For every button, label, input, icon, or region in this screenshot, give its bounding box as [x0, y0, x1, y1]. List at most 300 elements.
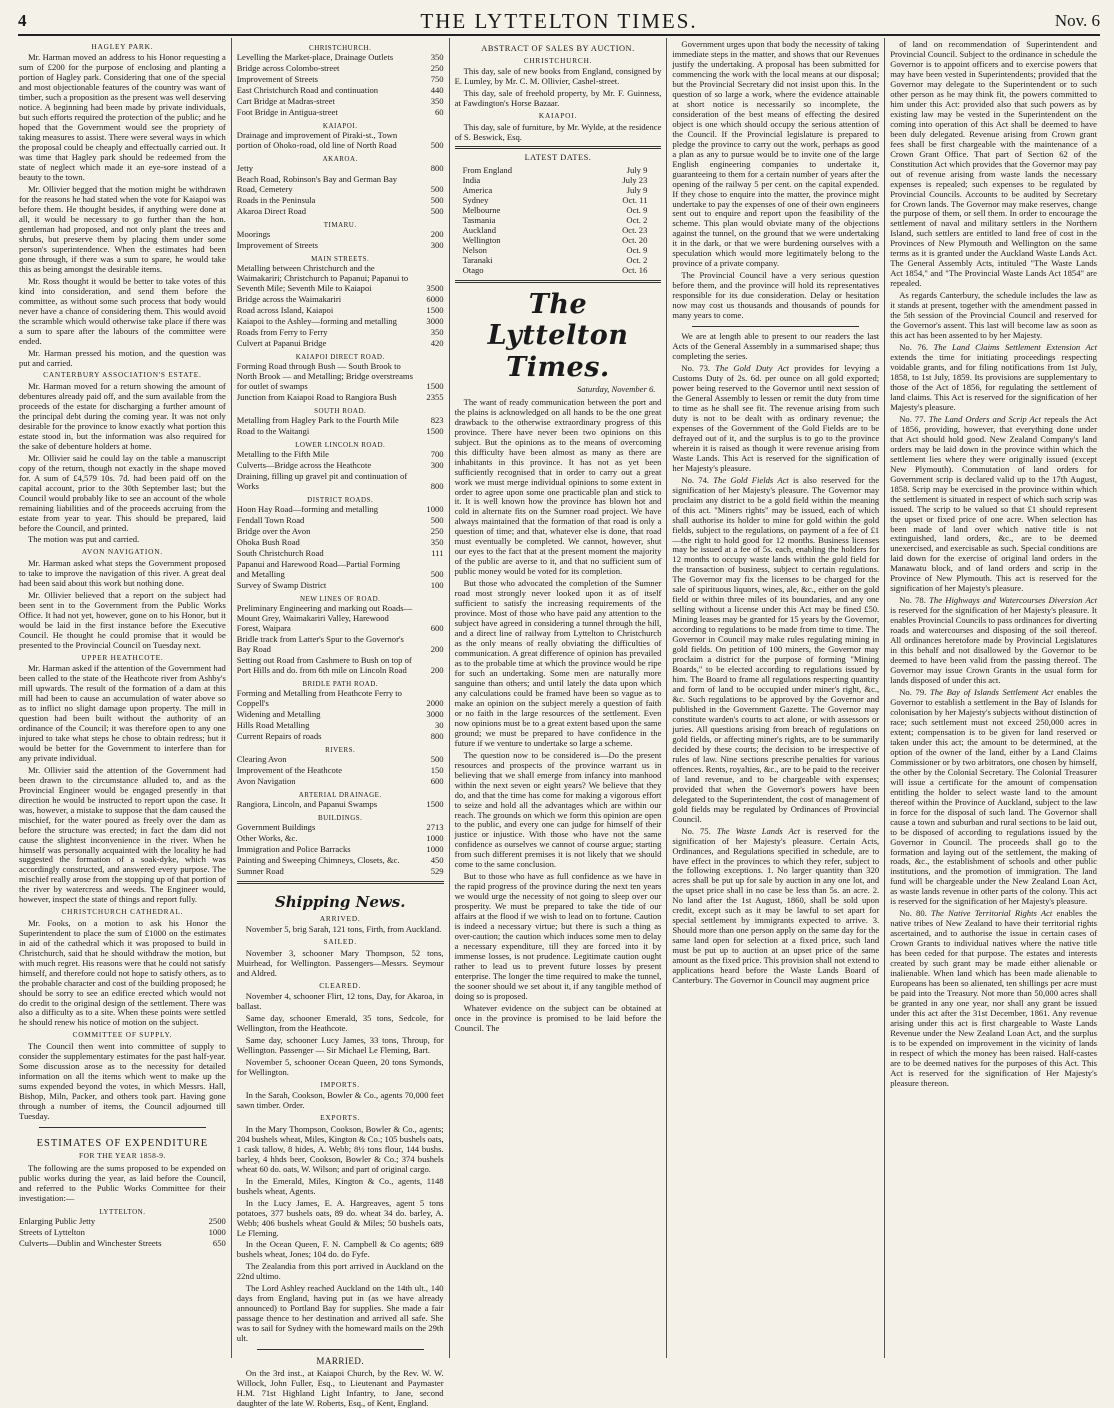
- paragraph: Same day, schooner Lucy James, 33 tons, Throup, for Wellington. Passenger — Sir Michael Le Fleming, Bart.: [236, 1035, 444, 1056]
- paragraph: This day, sale of freehold property, by Mr. F. Guinness, at Fawdington's Horse Bazaar.: [454, 88, 662, 109]
- estimate-item: [237, 800, 444, 810]
- estimate-item: [237, 131, 444, 151]
- item-label: Roads in the Peninsula: [236, 194, 316, 205]
- date-value: Oct. 11: [622, 195, 648, 206]
- category-heading: MAIN STREETS.: [311, 254, 370, 263]
- item-label: Ohoka Bush Road: [236, 536, 300, 547]
- item-label: Government Buildings: [236, 821, 316, 832]
- act-name: The Highways and Watercourses Diversion Act: [929, 595, 1097, 606]
- estimate-item: [19, 1228, 226, 1238]
- section-heading: COMMITTEE OF SUPPLY.: [72, 1030, 173, 1040]
- date-value: July 9: [626, 165, 648, 176]
- estimate-item: [237, 538, 444, 548]
- estimate-item: [237, 472, 444, 492]
- date-place: From England: [462, 165, 513, 176]
- item-label: Avon Navigation: [236, 775, 296, 786]
- act-name: The Gold Fields Act: [713, 474, 789, 485]
- item-label: Metalling to the Fifth Mile: [236, 448, 329, 459]
- estimate-item: [237, 527, 444, 537]
- item-label: Moorings: [236, 229, 271, 240]
- act-number: No. 77.: [899, 413, 926, 424]
- item-label: Culverts—Bridge across the Heathcote: [236, 459, 372, 470]
- estimate-item: [237, 416, 444, 426]
- estimate-item: [237, 362, 444, 392]
- item-label: Painting and Sweeping Chimneys, Closets, &c.: [236, 854, 400, 865]
- date-value: Oct. 23: [622, 225, 648, 236]
- item-label: Bridge across the Waimakariri: [236, 293, 342, 304]
- estimate-item: [237, 450, 444, 460]
- estimate-item: [237, 164, 444, 174]
- divider: [455, 280, 662, 283]
- item-label: Forming and Metalling from Heathcote Ferry to Coppell's: [236, 687, 402, 708]
- item-amount: 350: [430, 326, 444, 337]
- act-summary: [890, 415, 1097, 594]
- act-text: enables the native tribes of New Zealand to have their territorial rights ascertained, and to authorise the issue in certain cases of Crown Grants to individual natives where the native title has been ceded for that purpose. The estates and interests created by such grant may be made either alienable or inalienable. When land which has been made alienable to Europeans has been so alienated, ten shillings per acre must be paid into the Treasury. Not more than 50,000 acres shall be granted in any one year, nor shall any grant be issued under this act after the 31st December, 1861. Any revenue arising under this act is first chargeable to Waste Lands Revenue under the New Zealand Loan Act, and the surplus is to be expended on improvement in the vicinity of lands in respect of which the money has been raised. Half-castes are to be deemed natives for the purposes of this Act. This Act is reserved for the signification of Her Majesty's pleasure thereon.: [890, 908, 1097, 1088]
- item-label: Bridge over the Avon: [236, 525, 311, 536]
- act-name: The Bay of Islands Settlement Act: [929, 687, 1054, 697]
- item-amount: 250: [430, 63, 444, 74]
- item-label: Forming Road through Bush — South Brook to North Brook — and Metalling; Bridge overstreams for outlet of swamps: [236, 360, 413, 391]
- act-summary: [672, 476, 879, 825]
- date-place: Melbourne: [462, 205, 501, 216]
- latest-dates-list: [455, 166, 662, 276]
- paragraph: Mr. Ollivier begged that the motion might be withdrawn for the reasons he had stated when the vote for Kaiapoi was before them. He thought besides, if anything were done at all, it would be necessary to go further than the hon. gentleman had proposed, and not only plant the trees and shrubs, but preserve them by placing them under some person's superintendence. When the estimates had been gone through, if there was a sum to spare, he would take this as being amongst the desirable items.: [19, 184, 226, 274]
- item-amount: 1000: [208, 1227, 226, 1238]
- item-amount: 1500: [426, 304, 444, 315]
- item-amount: 100: [430, 579, 444, 590]
- category-heading: DISTRICT ROADS.: [307, 495, 374, 504]
- section-heading: SAILED.: [323, 937, 357, 947]
- page-number: 4: [18, 11, 27, 30]
- category-heading: NEW LINES OF ROAD.: [299, 594, 381, 603]
- item-amount: 450: [430, 854, 444, 865]
- item-amount: 500: [430, 753, 444, 764]
- category-heading: RIVERS.: [325, 745, 356, 754]
- estimates-subheading: FOR THE YEAR 1858-9.: [79, 1150, 166, 1160]
- date-place: America: [462, 185, 493, 196]
- act-text: is reserved for the signification of her Majesty's pleasure. Certain Acts, Ordinances, and Regulations specified in schedule, are to have effect in the provinces to which they refer, subject to the following exceptions. 1. No larger quantity than 320 acres shall be put up for sale by auction in any one lot, and the upset price shall in no case be less than 5s. an acre. 2. No land after the 1st August, 1860, shall be sold upon credit, except such as it may be lawful to set apart for special settlement by immigrants expected to arrive. 3. Should more than one person apply on the same day for the same land open for selection at a fixed price, such land must be put up to auction at an upset price of the same amount as the fixed price. This provision shall not extend to applications heard before the Waste Lands Board of Canterbury. The Governor in Council may augment price: [672, 825, 880, 986]
- paragraph: Mr. Harman pressed his motion, and the question was put and carried.: [19, 347, 226, 368]
- date-place: Auckland: [462, 225, 497, 236]
- item-label: Road across Island, Kaiapoi: [236, 304, 334, 315]
- estimate-item: [237, 393, 444, 403]
- act-number: No. 73.: [681, 363, 711, 374]
- newspaper-title: THE LYTTELTON TIMES.: [420, 8, 698, 33]
- item-label: Papanui and Harewood Road—Partial Forming and Metalling: [236, 558, 401, 579]
- paragraph: This day, sale of furniture, by Mr. Wylde, at the residence of S. Beswick, Esq.: [454, 121, 662, 142]
- estimate-item: [237, 856, 444, 866]
- act-text: repeals the Act of 1856, providing, however, that everything done under that Act should hold good. New Zealand Company's land orders may be laid down in the province within which the settlement lies where they were originally issued (except New Plymouth). Commutation of land orders for Government scrip is declared valid up to the 17th August, 1858. Scrip may be exercised in the province within which the settlement is situated in respect of which such scrip was issued. The scrip to be valued so that £1 should represent the upset or fixed price of one acre. When selection has been made of land over which native title is not extinguished, land orders, &c., are to be deemed unexercised, and exercisable as such. Special conditions are laid down for the exercise of original land orders in the Manawatu block, and of land orders and scrip in the Province of New Plymouth. This act is reserved for the signification of her Majesty's pleasure.: [890, 413, 1097, 594]
- column-5: [885, 38, 1102, 1358]
- item-label: Setting out Road from Cashmere to Bush on top of Port Hills and do. from 6th mile on Lincoln Road: [236, 654, 412, 675]
- item-label: Widening and Metalling: [236, 708, 321, 719]
- item-label: Culverts—Dublin and Winchester Streets: [19, 1238, 162, 1249]
- hagley-park-report: [19, 53, 226, 368]
- paragraph: But those who advocated the completion of the Sumner road most strongly never looked upon it as of itself sufficient to satisfy the increasing requirements of the province. Most of those who have paid any attention to the subject have agreed in considering a tunnel through the hill, and a direct line of railway from Lyttelton to Christchurch as the only means of really obviating the difficulties of communication. A great difference of opinion has prevailed as to the probable time at which the province would be ripe for such an undertaking. Some men are naturally more sanguine than others; and until lately the data upon which any calculations could be framed have been so vague as to make an opinion on the subject merely a question of faith or no faith in the large resources of the settlement. Even now opinions must be to a great extent based upon the same ground; we must be prepared to have confidence in the future if we venture to undertake so large a scheme.: [454, 578, 662, 748]
- paragraph: On the 3rd inst., at Kaiapoi Church, by the Rev. W. W. Willock, John Fuller, Esq., to Lieutenant and Paymaster H.M. 71st Highland Light Infantry, to Jane, second daughter of the late W. Roberts, Esq., of Kent, England.: [236, 1367, 444, 1408]
- item-label: Junction from Kaiapoi Road to Rangiora Bush: [236, 391, 397, 402]
- editorial-masthead: The Lyttelton Times.: [487, 288, 629, 383]
- act-summary: [890, 343, 1097, 413]
- item-amount: 2000: [426, 697, 444, 708]
- section-heading: IMPORTS.: [320, 1079, 360, 1089]
- item-label: Foot Bridge in Antigua-street: [236, 106, 338, 117]
- item-label: Streets of Lyttelton: [19, 1227, 85, 1238]
- item-amount: 500: [430, 514, 444, 525]
- date-value: Oct. 2: [626, 215, 648, 226]
- estimate-item: [237, 516, 444, 526]
- date-value: Oct. 9: [626, 244, 648, 255]
- estimate-item: [237, 766, 444, 776]
- estimate-item: [237, 241, 444, 251]
- paragraph: November 4, schooner Flirt, 12 tons, Day, for Akaroa, in ballast.: [236, 991, 444, 1012]
- item-amount: 350: [430, 95, 444, 106]
- act-number: No. 79.: [899, 687, 927, 697]
- item-amount: 440: [430, 85, 444, 96]
- item-amount: 750: [430, 74, 444, 85]
- item-amount: 500: [430, 194, 444, 205]
- date-place: Nelson: [462, 244, 487, 255]
- item-label: Culvert at Papanui Bridge: [236, 337, 327, 348]
- act-name: The Native Territorial Rights Act: [930, 908, 1053, 919]
- estimate-item: [237, 635, 444, 655]
- act-summary: [672, 827, 879, 987]
- estimate-item: [237, 755, 444, 765]
- paragraph: of land on recommendation of Superintendent and Provincial Council. Subject to the ordinance in schedule the Governor is to appoint officers and to exercise powers that may have been vested in Superintendents; provided that the Governor may delegate to the Superintendent or to such other person as he may think fit, the powers committed to him under this Act: provided also that such powers as by existing law may be vested in the Superintendent on the coming into operation of this Act shall be deemed to have been duly delegated. Revenue arising from Crown grant fees shall be first chargeable with the maintenance of a Crown Grant Office. That part of Section 62 of the Constitution Act which provides that the Governor may pay out of revenue arising from waste lands the necessary expenses is repealed; such expenses to be regulated by Provincial Councils. Accounts to be audited by Secretary for Crown lands. The Governor may make reserves, change the purpose of them, or sell them. In order to encourage the settlement of naval and military settlers in the Northern Island, such settlers are entitled to land free of cost in the Provinces of New Plymouth and Wellington on the same terms as it is granted under the Auckland Waste Lands Act. The General Assembly Acts, intituled "The Waste Lands Act 1854," and "The Provincial Waste Lands Act 1854" are repealed.: [890, 39, 1097, 289]
- paragraph: Mr. Ross thought it would be better to take votes of this kind into consideration, and send them before the committee, as without some such process that body would never have a chance of considering them. This would avoid the scramble which would otherwise take place if there was a sum to spare after the labours of the committee were ended.: [19, 275, 226, 346]
- item-amount: 650: [212, 1238, 226, 1249]
- paragraph: Mr. Ollivier believed that a report on the subject had been sent in to the Government from the Public Works Office. It had not yet, however, gone on to his Honor, but it would be laid in the first instance before the Executive Council. He thought he could promise that it would be presented to the Provincial Council on Tuesday next.: [19, 589, 226, 650]
- act-name: The Waste Lands Act: [716, 825, 800, 836]
- item-label: Improvement of Streets: [236, 74, 318, 85]
- estimates-heading: ESTIMATES OF EXPENDITURE: [36, 1137, 209, 1149]
- paragraph: The Lord Ashley reached Auckland on the 14th ult., 140 days from England, having put in (as we have already announced) to Portland Bay for supplies. She made a fair passage thence to her destination and arrived all safe. She was to sail for Sydney with the homeward mails on the 29th ult.: [236, 1283, 444, 1344]
- section-heading: CHRISTCHURCH CATHEDRAL.: [61, 907, 184, 917]
- estimate-item: [237, 306, 444, 316]
- act-text: is also reserved for the signification of her Majesty's pleasure. The Governor may proclaim any district to be a gold field within the meaning of this act. "Miners rights" may be issued, each of which shall authorise its holder to mine for gold within the gold fields, subject to the regulations, on payment of a fee of £1—the right to hold good for 12 months. Business licenses may be issued at a fee of 5s. each, enabling the holders for 12 months to occupy waste lands within the gold field for the transaction of business, subject to certain regulations. The Governor may fix the licenses to be charged for the sale of spirituous liquors, wines, ale, &c., either on the gold field or within three miles of its boundaries, and any one selling without a license under this Act may be fined £50. Mining leases may be granted for 15 years by the Governor, according to regulations to be made from time to time. The Governor in Council may make rules regulating mining in gold fields. On petition of 100 miners, the Governor may proclaim a district for the purpose of forming "Mining Boards," to be elected according to regulations issued by him. The Board to frame all regulations respecting quantity and form of land to be occupied under miner's right, &c., &c. Such regulations to be approved by the Governor and published in the Government Gazette. The Governor may constitute warden's courts to act alone, or with assessors or juries. All questions arising from breach of regulations on gold fields, or affecting miner's rights, are to be summarily decided by these courts; the decision to be irrespective of rules of law. Nine sections prescribe penalties for various offences. Rents, royalties, &c., are to be paid to the receiver of land revenue, and to be chargeable with expenses; provided that when the Governor's powers have been delegated to the Superintendent, the cost of management of gold fields may be regulated by Ordinances of Provincial Council.: [672, 474, 880, 824]
- date-place: India: [462, 175, 481, 186]
- latest-dates-heading: LATEST DATES.: [524, 153, 592, 163]
- item-amount: 600: [430, 622, 444, 633]
- paragraph: Mr. Harman asked if the attention of the Government had been called to the state of the Heathcote river from Ashby's mill upwards. The result of the formation of a dam at this mill had been to cause an accumulation of water above so as to inflict no slight damage upon property. The mill in question had been built without the authority of an ordinance of the Council; it was therefore open to any one injured to take what steps he chose to obtain redress; but it would be better for the Government to interfere than for any private individual.: [19, 663, 226, 763]
- item-amount: 800: [430, 730, 444, 741]
- item-amount: 2355: [426, 391, 444, 402]
- item-amount: 250: [430, 525, 444, 536]
- category-heading: LYTTELTON.: [99, 1208, 146, 1217]
- act-text: provides for levying a Customs Duty of 2s. 6d. per ounce on all gold exported; power being reserved to the Governor until next session of the General Assembly to lessen or remit the duty from time to time as he shall see fit. The revenue arising from such duty is not to be dealt with as ordinary revenue; the expenses of the Government of the Gold Fields are to be defrayed out of it, and the surplus is to go to the province wherein it is raised as though it were revenue arising from Waste Lands. This Act is reserved for the signification of her Majesty's pleasure.: [672, 363, 880, 473]
- item-label: Clearing Avon: [236, 753, 287, 764]
- act-number: No. 80.: [899, 908, 927, 919]
- date-place: Sydney: [462, 195, 489, 206]
- estimate-item: [237, 732, 444, 742]
- section-heading: EXPORTS.: [320, 1113, 361, 1123]
- item-amount: 823: [430, 414, 444, 425]
- date-value: July 9: [626, 185, 648, 196]
- category-heading: ARTERIAL DRAINAGE.: [298, 790, 382, 799]
- category-heading: CHRISTCHURCH.: [309, 44, 372, 52]
- paragraph: But to those who have as full confidence as we have in the rapid progress of the province during the next ten years we would urge the necessity of not going to sleep over our prosperity. We must be prepared to take the tide of our affairs at the flood if we wish to lead on to fortune. Caution is indeed a necessary virtue; but there is such a thing as over-caution; the caution which induces some men to delay a necessary expenditure, till they are forced into it by immense losses, is not prudence. Legitimate caution ought rather to lead us to prevent future losses by present enterprise. The longer the time required to make the tunnel, the sooner should we set about it, if any tangible method of doing so is proposed.: [454, 871, 662, 1001]
- item-label: Kaiapoi to the Ashley—forming and metalling: [236, 315, 397, 326]
- paragraph: The motion was put and carried.: [28, 534, 140, 545]
- item-label: Cart Bridge at Madras-street: [236, 95, 335, 106]
- item-amount: 1000: [426, 843, 444, 854]
- paragraph: Mr. Fooks, on a motion to ask his Honor the Superintendent to place the sum of £1000 on the estimates in aid of the cathedral which it was proposed to build in Christchurch, said that he should withdraw the motion, but with much regret. His reasons were that he could not satisfy himself, and therefore could not hope to satisfy others, as to the probable character and cost of the building proposed; he should be sorry to see an edifice erected which would not do credit to the original design of the settlement. There was also a difficulty as to a site. When these points were settled he should renew his notice of motion on the subject.: [19, 917, 226, 1028]
- act-number: No. 76.: [899, 342, 929, 353]
- estimate-item: [237, 175, 444, 195]
- estimate-item: [237, 75, 444, 85]
- item-amount: 500: [430, 184, 444, 195]
- item-label: East Christchurch Road and continuation: [236, 85, 379, 96]
- item-amount: 30: [435, 719, 444, 730]
- item-amount: 200: [430, 664, 444, 675]
- item-label: Other Works, &c.: [236, 832, 298, 843]
- estimate-item: [237, 823, 444, 833]
- paragraph: November 5, schooner Ocean Queen, 20 tons Symonds, for Wellington.: [236, 1057, 444, 1077]
- item-amount: 2713: [426, 821, 444, 832]
- estimate-item: [237, 710, 444, 720]
- estimate-item: [237, 264, 444, 294]
- item-label: Improvement of Streets: [236, 240, 318, 250]
- item-label: Levelling the Market-place, Drainage Outlets: [236, 52, 394, 63]
- item-amount: 300: [430, 459, 444, 470]
- category-heading: KAIAPOI DIRECT ROAD.: [295, 352, 385, 361]
- estimate-item: [237, 549, 444, 559]
- columns: [14, 38, 1102, 1408]
- divider: [257, 1349, 424, 1350]
- item-label: Hoon Hay Road—forming and metalling: [236, 503, 379, 514]
- item-label: Preliminary Engineering and marking out Roads—Mount Grey, Waimakariri Valley, Harewood Forest, Waipara: [236, 602, 413, 633]
- paragraph: As regards Canterbury, the schedule includes the law as it stands at present, together with the amendment passed in the 5th session of the Provincial Council and reserved for the Governor's assent. This last will become law as soon as this act has been assented to by her Majesty.: [890, 290, 1097, 341]
- section-heading: UPPER HEATHCOTE.: [81, 652, 164, 662]
- item-amount: 3000: [426, 708, 444, 719]
- item-label: Enlarging Public Jetty: [19, 1216, 96, 1227]
- item-amount: 529: [430, 865, 444, 876]
- act-name: The Land Orders and Scrip Act: [928, 413, 1041, 424]
- item-label: Sumner Road: [236, 865, 284, 876]
- paragraph: Mr. Harman asked what steps the Government proposed to take to improve the navigation of this river. A great deal had been said about this work but nothing done.: [19, 557, 226, 588]
- estimate-item: [237, 295, 444, 305]
- estimate-item: [237, 656, 444, 676]
- place-heading: KAIAPOI.: [538, 111, 578, 121]
- category-heading: AKAROA.: [322, 154, 358, 163]
- estimate-item: [237, 53, 444, 63]
- paragraph: Government urges upon that body the necessity of taking immediate steps in the matter, and shows that our Revenues justify the undertaking. A proposal has been submitted for commencing the work with the local means at our disposal; but the Provincial Secretary did not insist upon this. In the question of so large a work, where the evidence attainable at short notice is necessarily so incomplete, the consideration of the best means of effecting the desired object is one which should occupy the serious attention of the Council. If the Provincial legislature is prepared to pledge the province to carry out the work, perhaps as good a plan as any to pursue would be to invite one of the large English engineering companies to undertake it, guaranteeing to them for a certain number of years after the opening of the railway 5 per cent. on the capital expended. If they chose to enquire into the matter, the province might undertake to pay the expenses of one of their own engineers sent out to enquire and report upon the feasibility of the scheme. This plan would obviate many of the objections against the tunnel, on the ground that we were undertaking it in the dark, or that we were burdening ourselves with a speculation which would more legitimately belong to the province of a private company.: [672, 39, 880, 269]
- item-amount: 1500: [426, 425, 444, 436]
- paragraph: The question now to be considered is—Do the present resources and prospects of the province warrant us in believing that we shall emerge from infancy into manhood within the next seven or eight years? We believe that they do, and that the time has come for making a vigorous effort to seize and hold all the advantages which are within our reach. The grounds on which we form this opinion are open to the public, and every one can judge for himself of their justice or injustice. With those who have not the same confidence as ourselves we cannot of course argue; starting from such different premises it is not likely that we should come to the same conclusion.: [454, 749, 662, 870]
- date-value: Oct. 20: [622, 235, 648, 245]
- paragraph: We are at length able to present to our readers the last Acts of the General Assembly in a summarised shape; thus completing the series.: [672, 331, 880, 362]
- category-heading: LOWER LINCOLN ROAD.: [295, 440, 386, 449]
- item-label: Improvement of the Heathcote: [236, 764, 343, 775]
- estimate-item: [237, 867, 444, 877]
- item-label: Current Repairs of roads: [236, 730, 322, 741]
- date-row: [455, 266, 662, 276]
- section-heading: CLEARED.: [319, 980, 362, 990]
- item-label: Roads from Ferry to Ferry: [236, 326, 328, 337]
- column-1: [14, 38, 232, 1358]
- paragraph: Whatever evidence on the subject can be obtained at once in the province is promised to be laid before the Council. The: [454, 1002, 662, 1033]
- estimate-item: [237, 108, 444, 118]
- item-amount: 600: [430, 775, 444, 786]
- estimate-item: [237, 207, 444, 217]
- item-amount: 3000: [426, 315, 444, 326]
- item-label: Road to the Waitangi: [236, 425, 310, 436]
- item-label: Beach Road, Robinson's Bay and German Bay Road, Cemetery: [236, 174, 398, 195]
- estimate-item: [237, 86, 444, 96]
- item-label: Draining, filling up gravel pit and continuation of Works: [236, 470, 408, 491]
- estimate-item: [237, 845, 444, 855]
- category-heading: KAIAPOI.: [322, 121, 358, 130]
- act-number: No. 78.: [899, 595, 926, 606]
- issue-date: Nov. 6: [1054, 11, 1100, 30]
- estimate-item: [237, 230, 444, 240]
- item-label: Hills Road Metalling: [236, 719, 310, 730]
- act-summary: [890, 909, 1097, 1088]
- act-name: The Land Claims Settlement Extension Act: [933, 342, 1097, 353]
- date-value: Oct. 2: [626, 254, 648, 265]
- paragraph: Mr. Harman moved for a return showing the amount of debentures already paid off, and the sum available from the proceeds of the estate for discharging a further amount of the principal debt during the coming year. It was not only desirable for the province to know exactly what portion this estate stood in, but the information was also required for the sake of debenture holders at home.: [19, 380, 226, 451]
- paragraph: In the Ocean Queen, F. N. Campbell & Co agents; 689 bushels wheat, Jones; 104 do. do Fyfe.: [236, 1239, 444, 1260]
- item-amount: 500: [430, 205, 444, 216]
- item-amount: 800: [430, 163, 444, 174]
- item-label: Metalling from Hagley Park to the Fourth Mile: [236, 414, 399, 425]
- item-label: Bridle track from Latter's Spur to the Governor's Bay Road: [236, 633, 404, 654]
- paragraph: Mr. Harman moved an address to his Honor requesting a sum of £200 for the purpose of enclosing and planting a portion of Hagley park. Considering that one of the special and most objectionable features of the country was want of timber, such a proposition as the present was well deserving notice. A beginning had been made by private individuals, but such efforts required the protection of the public; and he hoped that the Government would see the propriety of taking measures to assist. There were several ways in which the proposal could be cheaply and effectually carried out. It was time that Hagley park should be redeemed from the state of neglect which made it an eye-sore instead of a beauty to the town.: [19, 52, 226, 183]
- act-text: extends the time for initiating proceedings respecting voidable grants, and for filing notifications from 1st July, 1858, to 1st July, 1859. Its provisions are supplementary to those of the Act of 1856, for regulating the settlement of land claims. This Act is reserved for the signification of her Majesty's pleasure.: [890, 352, 1097, 412]
- estimate-item: [19, 1217, 226, 1227]
- item-label: Akaroa Direct Road: [236, 205, 306, 216]
- estimate-item: [237, 64, 444, 74]
- item-amount: 420: [430, 337, 444, 348]
- item-amount: 3500: [426, 283, 444, 294]
- category-heading: BUILDINGS.: [317, 813, 363, 822]
- item-label: Metalling between Christchurch and the Waimakariri; Christchurch to Papanui; Papanui to Seventh Mile; Seventh Mile to Kaiapoi: [236, 263, 409, 294]
- paragraph: The Council then went into committee of supply to consider the supplementary estimates for the past half-year. Some discussion arose as to the necessity for detailed information on all the items which went to make up the sums expended beyond the votes, in which Messrs. Hall, Bishop, Miln, Packer, and others took part. Having gone through a number of items, the Council adjourned till Tuesday.: [19, 1040, 226, 1121]
- estimate-item: [237, 427, 444, 437]
- category-heading: TIMARU.: [323, 220, 357, 229]
- item-amount: 200: [430, 229, 444, 240]
- item-label: Immigration and Police Barracks: [236, 843, 351, 854]
- paragraph: This day, sale of new books from England, consigned by E. Lumley, by Mr. C. M. Ollivier, Cashel-street.: [454, 66, 662, 87]
- item-amount: 1000: [426, 832, 444, 843]
- act-number: No. 75.: [681, 825, 711, 836]
- divider: [692, 326, 859, 327]
- item-amount: 1500: [426, 798, 444, 809]
- column-3: [450, 38, 668, 1358]
- paragraph: The Zealandia from this port arrived in Auckland on the 22nd ultimo.: [236, 1261, 444, 1282]
- section-heading: AVON NAVIGATION.: [81, 547, 163, 557]
- estimate-item: [237, 604, 444, 634]
- estimate-item: [237, 339, 444, 349]
- estimate-item: [237, 461, 444, 471]
- estimate-item: [237, 560, 444, 580]
- date-place: Tasmania: [462, 215, 496, 226]
- estimate-groups: [237, 44, 444, 877]
- paragraph: Mr. Ollivier said the attention of the Government had been drawn to the circumstance alluded to, and as the Provincial Engineer would be engaged presently in that direction he would be instructed to report upon the case. It was, however, a mistake to suppose that the dam caused the mischief, for the water poured as freely over the dam as before the structure was erected; in fact the dam did not cause the slightest inconvenience in the river. When he himself was personally acquainted with the locality he had suggested the formation of a soak-dyke, which was accordingly constructed, and answered every purpose. The mischief really arose from the stopping up of that portion of the river by watercress and weeds. The Engineer would, however, inspect the state of things and report fully.: [19, 764, 226, 905]
- item-label: Jetty: [236, 163, 254, 174]
- editorial-dateline: Saturday, November 6.: [576, 383, 656, 394]
- estimate-item: [237, 777, 444, 787]
- item-label: Rangiora, Lincoln, and Papanui Swamps: [236, 798, 378, 809]
- section-heading: ARRIVED.: [319, 913, 361, 923]
- item-label: South Christchurch Road: [236, 547, 324, 558]
- paragraph: In the Emerald, Miles, Kington & Co., agents, 1148 bushels wheat, Agents.: [236, 1175, 444, 1196]
- paragraph: The Provincial Council have a very serious question before them, and the province will hold its representatives responsible for its due consideration. Delay or hesitation now may cost us thousands and thousands of pounds for many years to come.: [672, 270, 880, 321]
- item-amount: 60: [435, 106, 444, 117]
- column-2: [232, 38, 450, 1408]
- estimate-item: [237, 505, 444, 515]
- item-amount: 200: [430, 643, 444, 654]
- estimate-item: [237, 317, 444, 327]
- item-amount: 150: [430, 764, 444, 775]
- estimate-item: [237, 97, 444, 107]
- item-label: Drainage and improvement of Piraki-st., Town portion of Ohoko-road, old line of North Road: [236, 130, 398, 150]
- item-amount: 500: [430, 568, 444, 579]
- divider: [455, 146, 662, 149]
- paragraph: The want of ready communication between the port and the plains is acknowledged on all hands to be the one great drawback to the otherwise extraordinary progress of this province. There have never been two opinions on this subject. But the opinions as to the means of overcoming this difficulty have been almost as many as there are inhabitants in this province. It has not as yet been sufficiently recognised that in order to carry out a great work we must merge individual opinions to some extent in order to agree upon some one practicable plan and stick to it. It is well known how the province has blown hot and cold in alternate fits on the Sumner road project. We have always maintained that the formation of that road is only a question of time; and that, whatever else is done, that road must eventually be completed. We cannot, however, shut our eyes to the fact that at the present moment the majority of the public are averse to it, and that no sufficient sum of public money would be voted for its completion.: [454, 396, 662, 577]
- item-amount: 350: [430, 52, 444, 63]
- date-place: Taranaki: [462, 254, 493, 265]
- item-amount: 6000: [426, 293, 444, 304]
- item-amount: 350: [430, 536, 444, 547]
- divider: [237, 881, 444, 884]
- shipping-heading: Shipping News.: [274, 892, 406, 911]
- paragraph: Mr. Ollivier said he could lay on the table a manuscript copy of the return, though not exactly in the shape moved for. A sum of £4,579 10s. 7d. had been paid off on the capital account, prior to the 30th September last; but the Council would probably like to see an account of the whole remaining liabilities and of the proceeds accruing from the estate from year to year. This should be prepared, laid before the Council, and printed.: [19, 452, 226, 533]
- item-amount: 1500: [426, 380, 444, 391]
- act-number: No. 74.: [681, 474, 710, 485]
- date-value: Oct. 16: [622, 264, 648, 275]
- paragraph: Same day, schooner Emerald, 35 tons, Sedcole, for Wellington, from the Heathcote.: [236, 1013, 444, 1034]
- section-heading: HAGLEY PARK.: [91, 42, 154, 51]
- masthead: [18, 8, 1100, 36]
- estimate-item: [237, 721, 444, 731]
- item-amount: 2500: [208, 1216, 226, 1227]
- estimate-item: [237, 834, 444, 844]
- item-amount: 700: [430, 448, 444, 459]
- item-label: Fendall Town Road: [236, 514, 305, 525]
- column-4: [667, 38, 885, 1358]
- paragraph: The following are the sums proposed to be expended on public works during the year, as laid before the Council, and referred to the Public Works Committee for their investigation:—: [19, 1163, 226, 1204]
- estimate-item: [19, 1239, 226, 1249]
- date-value: Oct. 9: [626, 205, 648, 216]
- item-amount: 300: [430, 240, 444, 250]
- act-summary: [672, 364, 879, 474]
- place-heading: CHRISTCHURCH.: [523, 55, 593, 65]
- paragraph: November 3, schooner Mary Thompson, 52 tons, Muirhead, for Wellington. Passengers—Messrs. Seymour and Aldred.: [236, 947, 444, 978]
- item-amount: 500: [430, 140, 444, 150]
- act-text: enables the Governor to establish a settlement in the Bay of Islands for colonisation by her Majesty's subjects without distinction of race; such settlement must not exceed 250,000 acres in extent; compensation is to be given for land reserved or taken under this act; the amount to be determined, at the option of the owner of the land, either by a Land Claims Commissioner or by two arbitrators, one chosen by himself, the other by the Colonial Secretary. The Colonial Treasurer will issue a certificate for the amount of compensation entitling the holder to select waste land to the amount thereof within the Province of Auckland, subject to the law in force for the disposal of such land. The Governor shall cause a town and suburban and rural sections to be laid out, to be disposed of according to regulations issued by the Governor in Council. The proceeds shall go to the formation and laying out of the settlement, the making of roads, &c., the establishment of schools and other public institutions, and the promotion of immigration. The land fund will be chargeable under the New Zealand Loan Act, as waste lands revenue in other parts of the colony. This act is reserved for the signification of her Majesty's pleasure.: [890, 687, 1097, 907]
- item-amount: 800: [430, 480, 444, 491]
- act-summary: [890, 688, 1097, 907]
- item-label: Survey of Swamp District: [236, 579, 327, 590]
- act-text: is reserved for the signification of her Majesty's pleasure. It enables Provincial Councils to pass ordinances for diverting roads and watercourses and disposing of the soil thereof. All ordinances heretofore made by Provincial Legislatures in this behalf and not disallowed by the Governor to be deemed to have been valid from the passing thereof. The Governor may issue Crown Grants in the usual form for lands disposed of under this act.: [890, 605, 1097, 686]
- item-label: Bridge across Colombo-street: [236, 63, 340, 74]
- paragraph: In the Lucy James, E. A. Hargreaves, agent 5 tons potatoes, 377 bushels oats, 89 do. wheat 34 do. barley, A. Webb; 406 bushels wheat Gould & Miles; 50 bushels oats, Le Fleming.: [236, 1197, 444, 1238]
- act-summary: [890, 596, 1097, 686]
- paragraph: In the Mary Thompson, Cookson, Bowler & Co., agents; 204 bushels wheat, Miles, Kington & Co.; 105 bushels oats, 1 cask tallow, 8 hides, A. Webb; 8½ tons flour, 144 bushs. barley, 4 hhds beer, Cookson, Bowler & Co.; 374 bushels wheat 60 do. oats, W. Wilson; and part of original cargo.: [236, 1123, 444, 1174]
- paragraph: In the Sarah, Cookson, Bowler & Co., agents 70,000 feet sawn timber. Order.: [236, 1090, 444, 1111]
- paragraph: November 5, brig Sarah, 121 tons, Firth, from Auckland.: [245, 924, 442, 935]
- estimate-item: [237, 196, 444, 206]
- married-heading: MARRIED.: [316, 1356, 365, 1367]
- date-place: Wellington: [462, 235, 501, 245]
- item-amount: 1000: [426, 503, 444, 514]
- estimate-item: [237, 328, 444, 338]
- category-heading: SOUTH ROAD.: [314, 406, 367, 415]
- date-value: July 23: [622, 175, 648, 186]
- estimate-item: [237, 581, 444, 591]
- section-heading: CANTERBURY ASSOCIATION'S ESTATE.: [43, 370, 202, 380]
